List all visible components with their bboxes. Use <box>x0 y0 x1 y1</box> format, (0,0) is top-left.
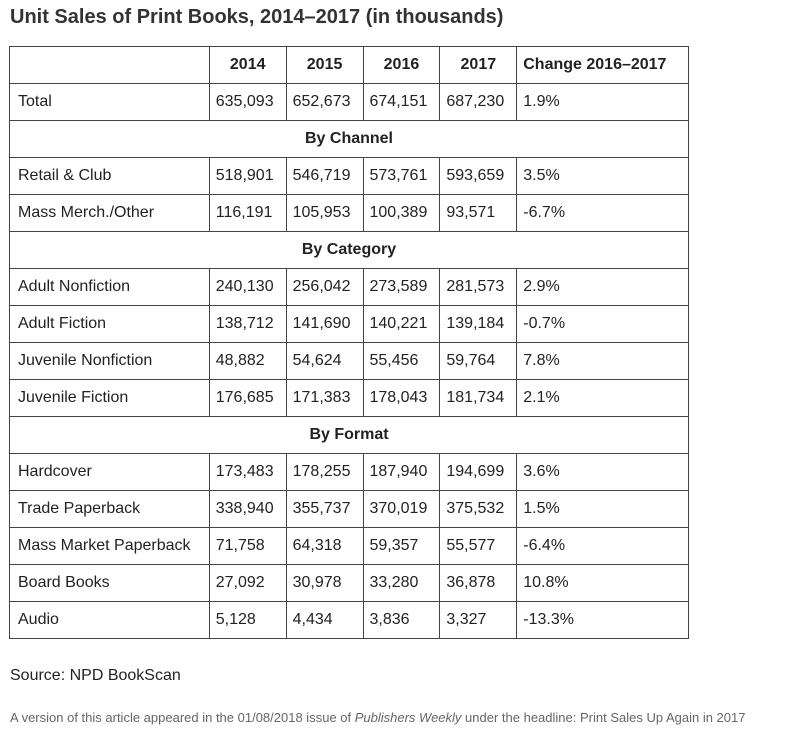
value-cell: 27,092 <box>209 565 286 602</box>
change-cell: -6.7% <box>517 195 689 232</box>
value-cell: 55,456 <box>363 343 440 380</box>
table-row <box>10 565 689 602</box>
footnote <box>10 710 745 725</box>
page-title: Unit Sales of Print Books, 2014–2017 (in thousands) <box>10 6 504 28</box>
header-cell-2016: 2016 <box>363 47 440 84</box>
table-row <box>10 158 689 195</box>
value-cell: 59,764 <box>440 343 517 380</box>
change-cell: -0.7% <box>517 306 689 343</box>
section-row <box>10 121 689 158</box>
value-cell: 652,673 <box>286 84 363 121</box>
value-cell: 687,230 <box>440 84 517 121</box>
row-label: Juvenile Fiction <box>10 380 210 417</box>
value-cell: 573,761 <box>363 158 440 195</box>
value-cell: 139,184 <box>440 306 517 343</box>
table-row <box>10 269 689 306</box>
table-row <box>10 343 689 380</box>
value-cell: 141,690 <box>286 306 363 343</box>
value-cell: 546,719 <box>286 158 363 195</box>
header-cell-2015: 2015 <box>286 47 363 84</box>
row-label: Board Books <box>10 565 210 602</box>
value-cell: 4,434 <box>286 602 363 639</box>
header-cell-change: Change 2016–2017 <box>517 47 689 84</box>
value-cell: 273,589 <box>363 269 440 306</box>
change-cell: 1.5% <box>517 491 689 528</box>
section-row <box>10 417 689 454</box>
table-row <box>10 491 689 528</box>
value-cell: 171,383 <box>286 380 363 417</box>
change-cell: 10.8% <box>517 565 689 602</box>
value-cell: 370,019 <box>363 491 440 528</box>
table-row <box>10 602 689 639</box>
header-cell-label <box>10 47 210 84</box>
value-cell: 518,901 <box>209 158 286 195</box>
section-header: By Format <box>10 417 689 454</box>
table-row <box>10 528 689 565</box>
change-cell: -13.3% <box>517 602 689 639</box>
value-cell: 173,483 <box>209 454 286 491</box>
footnote-text-before: A version of this article appeared in the 01/08/2018 issue of <box>10 710 355 725</box>
table-row <box>10 84 689 121</box>
section-row <box>10 232 689 269</box>
footnote-publication: Publishers Weekly <box>354 710 462 725</box>
value-cell: 140,221 <box>363 306 440 343</box>
value-cell: 5,128 <box>209 602 286 639</box>
value-cell: 59,357 <box>363 528 440 565</box>
value-cell: 187,940 <box>363 454 440 491</box>
value-cell: 240,130 <box>209 269 286 306</box>
header-row <box>10 47 689 84</box>
value-cell: 593,659 <box>440 158 517 195</box>
row-label: Mass Market Paperback <box>10 528 210 565</box>
row-label: Mass Merch./Other <box>10 195 210 232</box>
value-cell: 93,571 <box>440 195 517 232</box>
value-cell: 105,953 <box>286 195 363 232</box>
value-cell: 64,318 <box>286 528 363 565</box>
change-cell: 3.5% <box>517 158 689 195</box>
footnote-text-after: under the headline: Print Sales Up Again in 2017 <box>461 710 746 725</box>
value-cell: 635,093 <box>209 84 286 121</box>
value-cell: 178,043 <box>363 380 440 417</box>
value-cell: 3,327 <box>440 602 517 639</box>
change-cell: -6.4% <box>517 528 689 565</box>
change-cell: 7.8% <box>517 343 689 380</box>
row-label: Trade Paperback <box>10 491 210 528</box>
sales-table <box>9 46 689 639</box>
row-label: Juvenile Nonfiction <box>10 343 210 380</box>
section-header: By Channel <box>10 121 689 158</box>
table-body <box>10 84 689 639</box>
value-cell: 338,940 <box>209 491 286 528</box>
value-cell: 375,532 <box>440 491 517 528</box>
value-cell: 181,734 <box>440 380 517 417</box>
value-cell: 48,882 <box>209 343 286 380</box>
table-row <box>10 454 689 491</box>
value-cell: 355,737 <box>286 491 363 528</box>
value-cell: 54,624 <box>286 343 363 380</box>
value-cell: 176,685 <box>209 380 286 417</box>
row-label: Retail & Club <box>10 158 210 195</box>
value-cell: 281,573 <box>440 269 517 306</box>
row-label: Adult Fiction <box>10 306 210 343</box>
section-header: By Category <box>10 232 689 269</box>
table-row <box>10 195 689 232</box>
value-cell: 256,042 <box>286 269 363 306</box>
change-cell: 3.6% <box>517 454 689 491</box>
value-cell: 55,577 <box>440 528 517 565</box>
row-label: Hardcover <box>10 454 210 491</box>
row-label: Adult Nonfiction <box>10 269 210 306</box>
value-cell: 30,978 <box>286 565 363 602</box>
value-cell: 116,191 <box>209 195 286 232</box>
table-row <box>10 380 689 417</box>
header-cell-2014: 2014 <box>209 47 286 84</box>
value-cell: 36,878 <box>440 565 517 602</box>
value-cell: 138,712 <box>209 306 286 343</box>
value-cell: 674,151 <box>363 84 440 121</box>
value-cell: 3,836 <box>363 602 440 639</box>
table-row <box>10 306 689 343</box>
value-cell: 100,389 <box>363 195 440 232</box>
value-cell: 194,699 <box>440 454 517 491</box>
change-cell: 1.9% <box>517 84 689 121</box>
header-cell-2017: 2017 <box>440 47 517 84</box>
value-cell: 71,758 <box>209 528 286 565</box>
change-cell: 2.1% <box>517 380 689 417</box>
row-label: Audio <box>10 602 210 639</box>
row-label: Total <box>10 84 210 121</box>
value-cell: 33,280 <box>363 565 440 602</box>
value-cell: 178,255 <box>286 454 363 491</box>
change-cell: 2.9% <box>517 269 689 306</box>
source-note: Source: NPD BookScan <box>10 667 181 684</box>
